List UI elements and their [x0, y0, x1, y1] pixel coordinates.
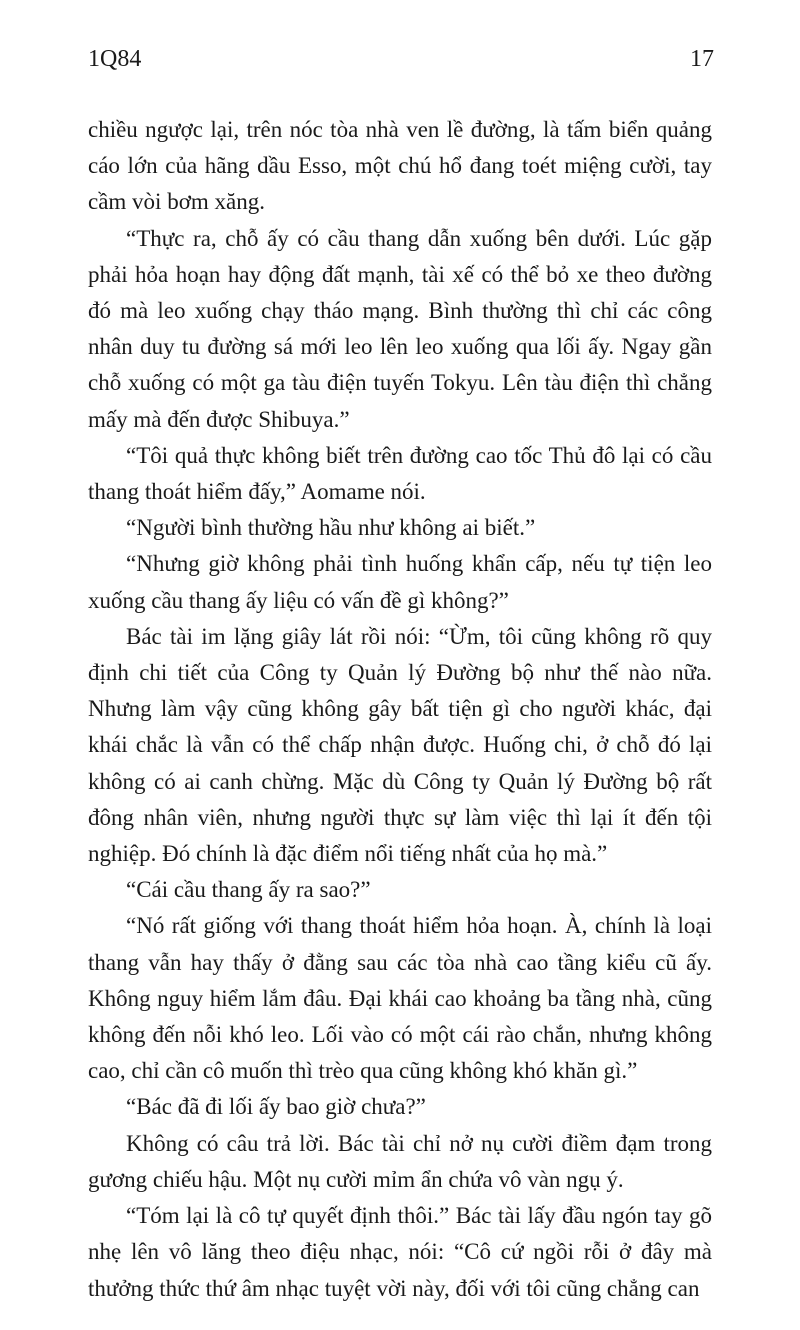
paragraph: “Bác đã đi lối ấy bao giờ chưa?”	[126, 1094, 426, 1120]
paragraph: “Nó rất giống với thang thoát hiểm hỏa hoạn. À, chính là loại thang vẫn hay thấy ở đằng sau các tòa nhà cao tầng kiểu cũ ấy. Không nguy hiểm lắm đâu. Đại khái cao khoảng ba tầng nhà, cũng không đến nỗi khó leo. Lối vào có một cái rào chắn, nhưng không cao, chỉ cần cô muốn thì trèo qua cũng không khó khăn gì.”	[88, 913, 712, 1084]
paragraph: Không có câu trả lời. Bác tài chỉ nở nụ cười điềm đạm trong gương chiếu hậu. Một nụ cười mỉm ẩn chứa vô vàn ngụ ý.	[88, 1130, 712, 1192]
running-header	[88, 46, 714, 80]
paragraph: Bác tài im lặng giây lát rồi nói: “Ừm, tôi cũng không rõ quy định chi tiết của Công ty Quản lý Đường bộ như thế nào nữa. Nhưng làm vậy cũng không gây bất tiện gì cho người khác, đại khái chắc là vẫn có thể chấp nhận được. Huống chi, ở chỗ đó lại không có ai canh chừng. Mặc dù Công ty Quản lý Đường bộ rất đông nhân viên, nhưng người thực sự làm việc thì lại ít đến tội nghiệp. Đó chính là đặc điểm nổi tiếng nhất của họ mà.”	[88, 623, 712, 867]
paragraph: “Tóm lại là cô tự quyết định thôi.” Bác tài lấy đầu ngón tay gõ nhẹ lên vô lăng theo điệu nhạc, nói: “Cô cứ ngồi rỗi ở đây mà thưởng thức thứ âm nhạc tuyệt vời này, đối với tôi cũng chẳng can	[88, 1203, 712, 1301]
paragraph: chiều ngược lại, trên nóc tòa nhà ven lề đường, là tấm biển quảng cáo lớn của hãng dầu Esso, một chú hổ đang toét miệng cười, tay cầm vòi bơm xăng.	[88, 117, 712, 215]
paragraph: “Người bình thường hầu như không ai biết.”	[126, 515, 536, 541]
body-text	[88, 112, 712, 1307]
paragraph: “Nhưng giờ không phải tình huống khẩn cấp, nếu tự tiện leo xuống cầu thang ấy liệu có vấn đề gì không?”	[88, 551, 712, 613]
page-number: 17	[690, 46, 714, 72]
paragraph: “Cái cầu thang ấy ra sao?”	[126, 877, 371, 903]
book-title: 1Q84	[88, 46, 142, 72]
paragraph: “Thực ra, chỗ ấy có cầu thang dẫn xuống bên dưới. Lúc gặp phải hỏa hoạn hay động đất mạnh, tài xế có thể bỏ xe theo đường đó mà leo xuống chạy tháo mạng. Bình thường thì chỉ các công nhân duy tu đường sá mới leo lên leo xuống qua lối ấy. Ngay gần chỗ xuống có một ga tàu điện tuyến Tokyu. Lên tàu điện thì chẳng mấy mà đến được Shibuya.”	[88, 225, 712, 432]
paragraph: “Tôi quả thực không biết trên đường cao tốc Thủ đô lại có cầu thang thoát hiểm đấy,” Aomame nói.	[88, 442, 712, 505]
